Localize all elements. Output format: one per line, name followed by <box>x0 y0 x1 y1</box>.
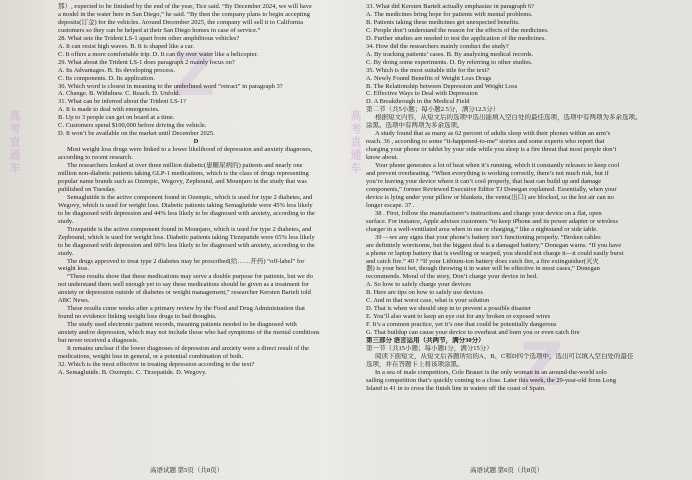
text-line: charging your phone or tablet by your side while you sleep is a fire threat that most people don’t <box>366 146 617 154</box>
text-line: The drugs approved to treat type 2 diabetes may be prescribed(给……开药) “off-label” for <box>67 257 305 265</box>
text-line: anxiety and/or depression, which may not include those who had symptoms of the mental conditions <box>58 329 320 337</box>
text-line: 38 . First, follow the manufacturer’s instructions and charge your device on a flat, open <box>375 209 602 217</box>
text-line: 39 —we any signs that your phone’s battery isn’t functioning properly. “Broken cables <box>375 233 601 241</box>
text-line: D. Further studies are needed to test the application of the medicines. <box>366 34 546 42</box>
text-line: Wegovy, which is used for weight loss. Diabetic patients taking Semaglutide were 45% less likely <box>58 201 313 209</box>
text-line: 根据短文内容，从短文后的选项中选出能填入空白处的最佳选项，选项中有两项为多余选项。 <box>375 114 642 122</box>
text-line: A. By tracking patients’ cases. B. By analyzing medical records. <box>366 50 534 58</box>
text-line: recommends. Moral of the story, Don’t charge your device in bed. <box>366 273 538 281</box>
text-line: anxiety or depression outside of diabetes or weight management,” researcher Kersten Bartelt told <box>58 289 311 297</box>
text-line: Most weight loss drugs were linked to a lower likelihood of depression and anxiety diagnoses, <box>67 146 313 154</box>
text-line: 34. How did the researchers mainly conduct the study? <box>366 42 509 50</box>
watermark-vertical-left: 高考直通车 <box>8 110 21 175</box>
text-line: popular name brands such as Ozempic, Wegovy, Zepbound, and Mounjaro in the study that was <box>58 177 307 185</box>
text-line: study. <box>58 249 74 257</box>
text-line: Zepbound, which is used for weight loss. Diabetic patients taking Tirzepatide were 65% less likely <box>58 233 315 241</box>
text-line: study. <box>58 217 74 225</box>
footer-page-6: 高语试题 第6页（共8页） <box>470 467 544 474</box>
text-line: 第三部分 语言运用（共两节，满分30分） <box>366 337 485 345</box>
text-line: to be diagnosed with depression and 44% less likely to be diagnosed with anxiety, according to the <box>58 209 315 217</box>
text-line: 33. What did Kersten Bartelt actually emphasize in paragraph 6? <box>366 3 535 10</box>
text-line: A study found that as many as 62 percent of adults sleep with their phones within an arm’s <box>375 130 611 138</box>
text-line: C. It offers a more comfortable trip. D. It can fly over water like a helicopter. <box>58 50 259 58</box>
text-line: longer escape. 37 . <box>366 201 415 209</box>
text-line: found no evidence linking weight loss drugs to bad thoughts. <box>58 313 217 321</box>
right-page-column <box>366 3 658 393</box>
text-line: 涂黑。选项中有两项为多余选项。 <box>366 122 464 130</box>
text-line: deposits(订金) for the vehicles. Around December 2025, the company will sell it to California <box>58 18 303 26</box>
text-line: 31. What can be inferred about the Trident LS-1? <box>58 98 186 106</box>
text-line: 29. What about the Trident LS-1 does paragraph 2 mainly focus on? <box>58 58 235 66</box>
text-line: Tirzepatide is the active component found in Mounjaro, which is used for type 2 diabetes, and <box>67 225 312 233</box>
text-line: according to recent research. <box>58 154 133 162</box>
text-line: A. It is made to deal with emergencies. <box>58 106 160 114</box>
text-line: 35. Which is the most suitable title for the text? <box>366 66 490 74</box>
text-line: F. It’s a common practice, yet it’s one that could be potentially dangerous <box>366 321 557 329</box>
text-line: 那）, expected to be finished by the end of the year, Tice said. “By December 2024, we will have <box>58 3 312 10</box>
text-line: 选项，并在答题卡上将该项涂黑。 <box>366 360 464 368</box>
text-line: ABC News. <box>58 297 90 305</box>
text-line: B. Here are tips on how to safely use devices <box>366 289 483 297</box>
text-line: In a sea of male competitors, Cole Brauer is the only woman in an around-the-world solo <box>375 368 607 376</box>
text-line: a phone or laptop battery that is swelling or warped, you should not charge it—it could easily burst <box>366 249 624 257</box>
text-line: A. Change. B. Withdraw. C. Reach. D. Unfold. <box>58 90 181 98</box>
text-line: Your phone generates a lot of heat when it’s running, which it constantly releases to keep cool <box>375 162 620 170</box>
text-line: device is lying under your pillow or blankets, the vents(出口) are blocked, so the hot air can no <box>366 193 614 201</box>
text-line: D. It won’t be available on the market until December 2025. <box>58 130 215 138</box>
text-line: A. Newly Found Benefits of Weight Loss Drugs <box>366 74 492 82</box>
text-line: E. You’ll also want to keep an eye out for any broken or exposed wires <box>366 313 551 321</box>
text-line: 阅读下面短文，从短文后各题所给的A、B、C和D四个选项中，选出可以填入空白处的最佳 <box>375 352 634 360</box>
text-line: G. That buildup can cause your device to overheat and burn you or even catch fire <box>366 329 580 337</box>
text-line: B. Patients taking these medicines get unexpected benefits. <box>366 18 520 26</box>
watermark-vertical-right: 高考直通车 <box>349 110 362 175</box>
text-line: million non-diabetic patients taking GLP-1 medications, which is the class of drugs representing <box>58 170 309 178</box>
text-line: and catch fire.” 40 ? “If your Lithium-ion battery does catch fire, a fire extinguisher(灭火 <box>366 257 599 265</box>
left-page-column <box>58 3 334 377</box>
text-line: weight loss. <box>58 265 90 273</box>
text-line: and prevent overheating. “When everything is working correctly, there’s not much risk, but if <box>366 170 609 178</box>
text-line: 器) is your best bet, though throwing it in water will be effective in most cases,” Donegan <box>366 265 600 273</box>
footer-page-5: 高语试题 第5页（共8页） <box>150 467 224 474</box>
text-line: C. Customers spend $100,000 before driving the vehicle. <box>58 122 207 130</box>
text-line: to be diagnosed with depression and 60% less likely to be diagnosed with anxiety, according to the <box>58 241 315 249</box>
text-line: A. The medicines bring hope for patients with mental problems. <box>366 10 533 18</box>
text-line: you’re leaving your device where it can’t cool properly, that heat can build up and damage <box>366 177 602 185</box>
watermark-logo-left: Z <box>172 40 216 110</box>
text-line: C. By doing some experiments. D. By referring to other studies. <box>366 58 533 66</box>
binding-gutter <box>0 0 44 480</box>
text-line: 第二节（共5小题；每小题2.5分，满分12.5分） <box>366 106 500 114</box>
text-line: D. That is when we should step in to prevent a possible disaster <box>366 305 532 313</box>
text-line: C. Effective Ways to Deal with Depression <box>366 90 478 98</box>
text-line: B. The Relationship between Depression and Weight Loss <box>366 82 518 90</box>
text-line: but never received a diagnosis. <box>58 337 139 345</box>
text-line: D. A Breakthrough in the Medical Field <box>366 98 470 106</box>
text-line: components,” former Reviewed Executive Editor TJ Donegan explained. Essentially, when your <box>366 185 617 193</box>
text-line: charger in a well-ventilated area when in use or charging,” like a nightstand or side table. <box>366 225 598 233</box>
text-line: The study used electronic patient records, meaning patients needed to be diagnosed with <box>67 321 297 329</box>
text-line: 28. What sets the Trident LS-1 apart from other amphibious vehicles? <box>58 34 240 42</box>
text-line: customers so they can be helped at their San Diego homes in case of service.” <box>58 26 261 34</box>
text-line: B. Up to 3 people can get on board at a time. <box>58 114 175 122</box>
text-line: “These results show that these medications may serve a double purpose for patients, but we do <box>67 273 313 281</box>
text-line: are definitely worrisome, but the biggest deal is a damaged battery,” Donegan warns. “If you have <box>366 241 622 249</box>
text-line: medications, weight loss in general, or a potential combination of both. <box>58 352 244 360</box>
text-line: a model in the water here in San Diego,” he said. “By then the company plans to begin accepting <box>58 10 310 18</box>
text-line: A. Its Advantages. B. Its developing process. <box>58 66 175 74</box>
text-line: sailing competition that’s quickly coming to a close. Later this week, the 29-year-old from Long <box>366 376 617 384</box>
text-line: C. Its components. D. Its application. <box>58 74 155 82</box>
text-line: 第一节（共15小题；每小题1分，满分15分） <box>366 344 493 352</box>
text-line: not understand them well enough yet to say these medications should be given as a treatment for <box>58 281 309 289</box>
text-line: It remains unclear if the lower diagnoses of depression and anxiety were a direct result of the <box>67 344 309 352</box>
text-line: D <box>193 138 199 146</box>
text-line: C. People don’t understand the reason for the effects of the medicines. <box>366 26 549 34</box>
text-line: surface. For instance, Apple advises customers “to keep iPhone and its power adapter or wireless <box>366 217 618 225</box>
text-line: Semaglutide is the active component found in Ozempic, which is used for type 2 diabetes, and <box>67 193 313 201</box>
text-line: reach. 36 , according to some “it-happened-to-me” stories and some experts who report that <box>366 138 605 146</box>
text-line: C. And in that worst case, what is your solution <box>366 297 490 305</box>
text-line: 30. Which word is closest in meaning to the underlined word “retract” in paragraph 3? <box>58 82 283 90</box>
text-line: A. So how to safely charge your devices <box>366 281 471 289</box>
text-line: know about. <box>366 154 399 162</box>
text-line: 32. Which is the most effective in treating depression according to the text? <box>58 360 255 368</box>
text-line: A. Semaglutide. B. Ozempic. C. Tirzepatide. D. Wegovy. <box>58 368 207 376</box>
text-line: A. It can resist high waves. B. It is shaped like a car. <box>58 42 195 50</box>
text-line: Island is 41 in to cross the finish line in waters off the coast of Spain. <box>366 384 546 392</box>
text-line: The researchers looked at over three million diabetic(患糖尿病的) patients and nearly one <box>67 162 303 170</box>
watermark-logo-right: Z <box>520 330 564 400</box>
text-line: These results come weeks after a primary review by the Food and Drug Administration that <box>67 305 305 313</box>
text-line: published on Tuesday. <box>58 185 116 193</box>
